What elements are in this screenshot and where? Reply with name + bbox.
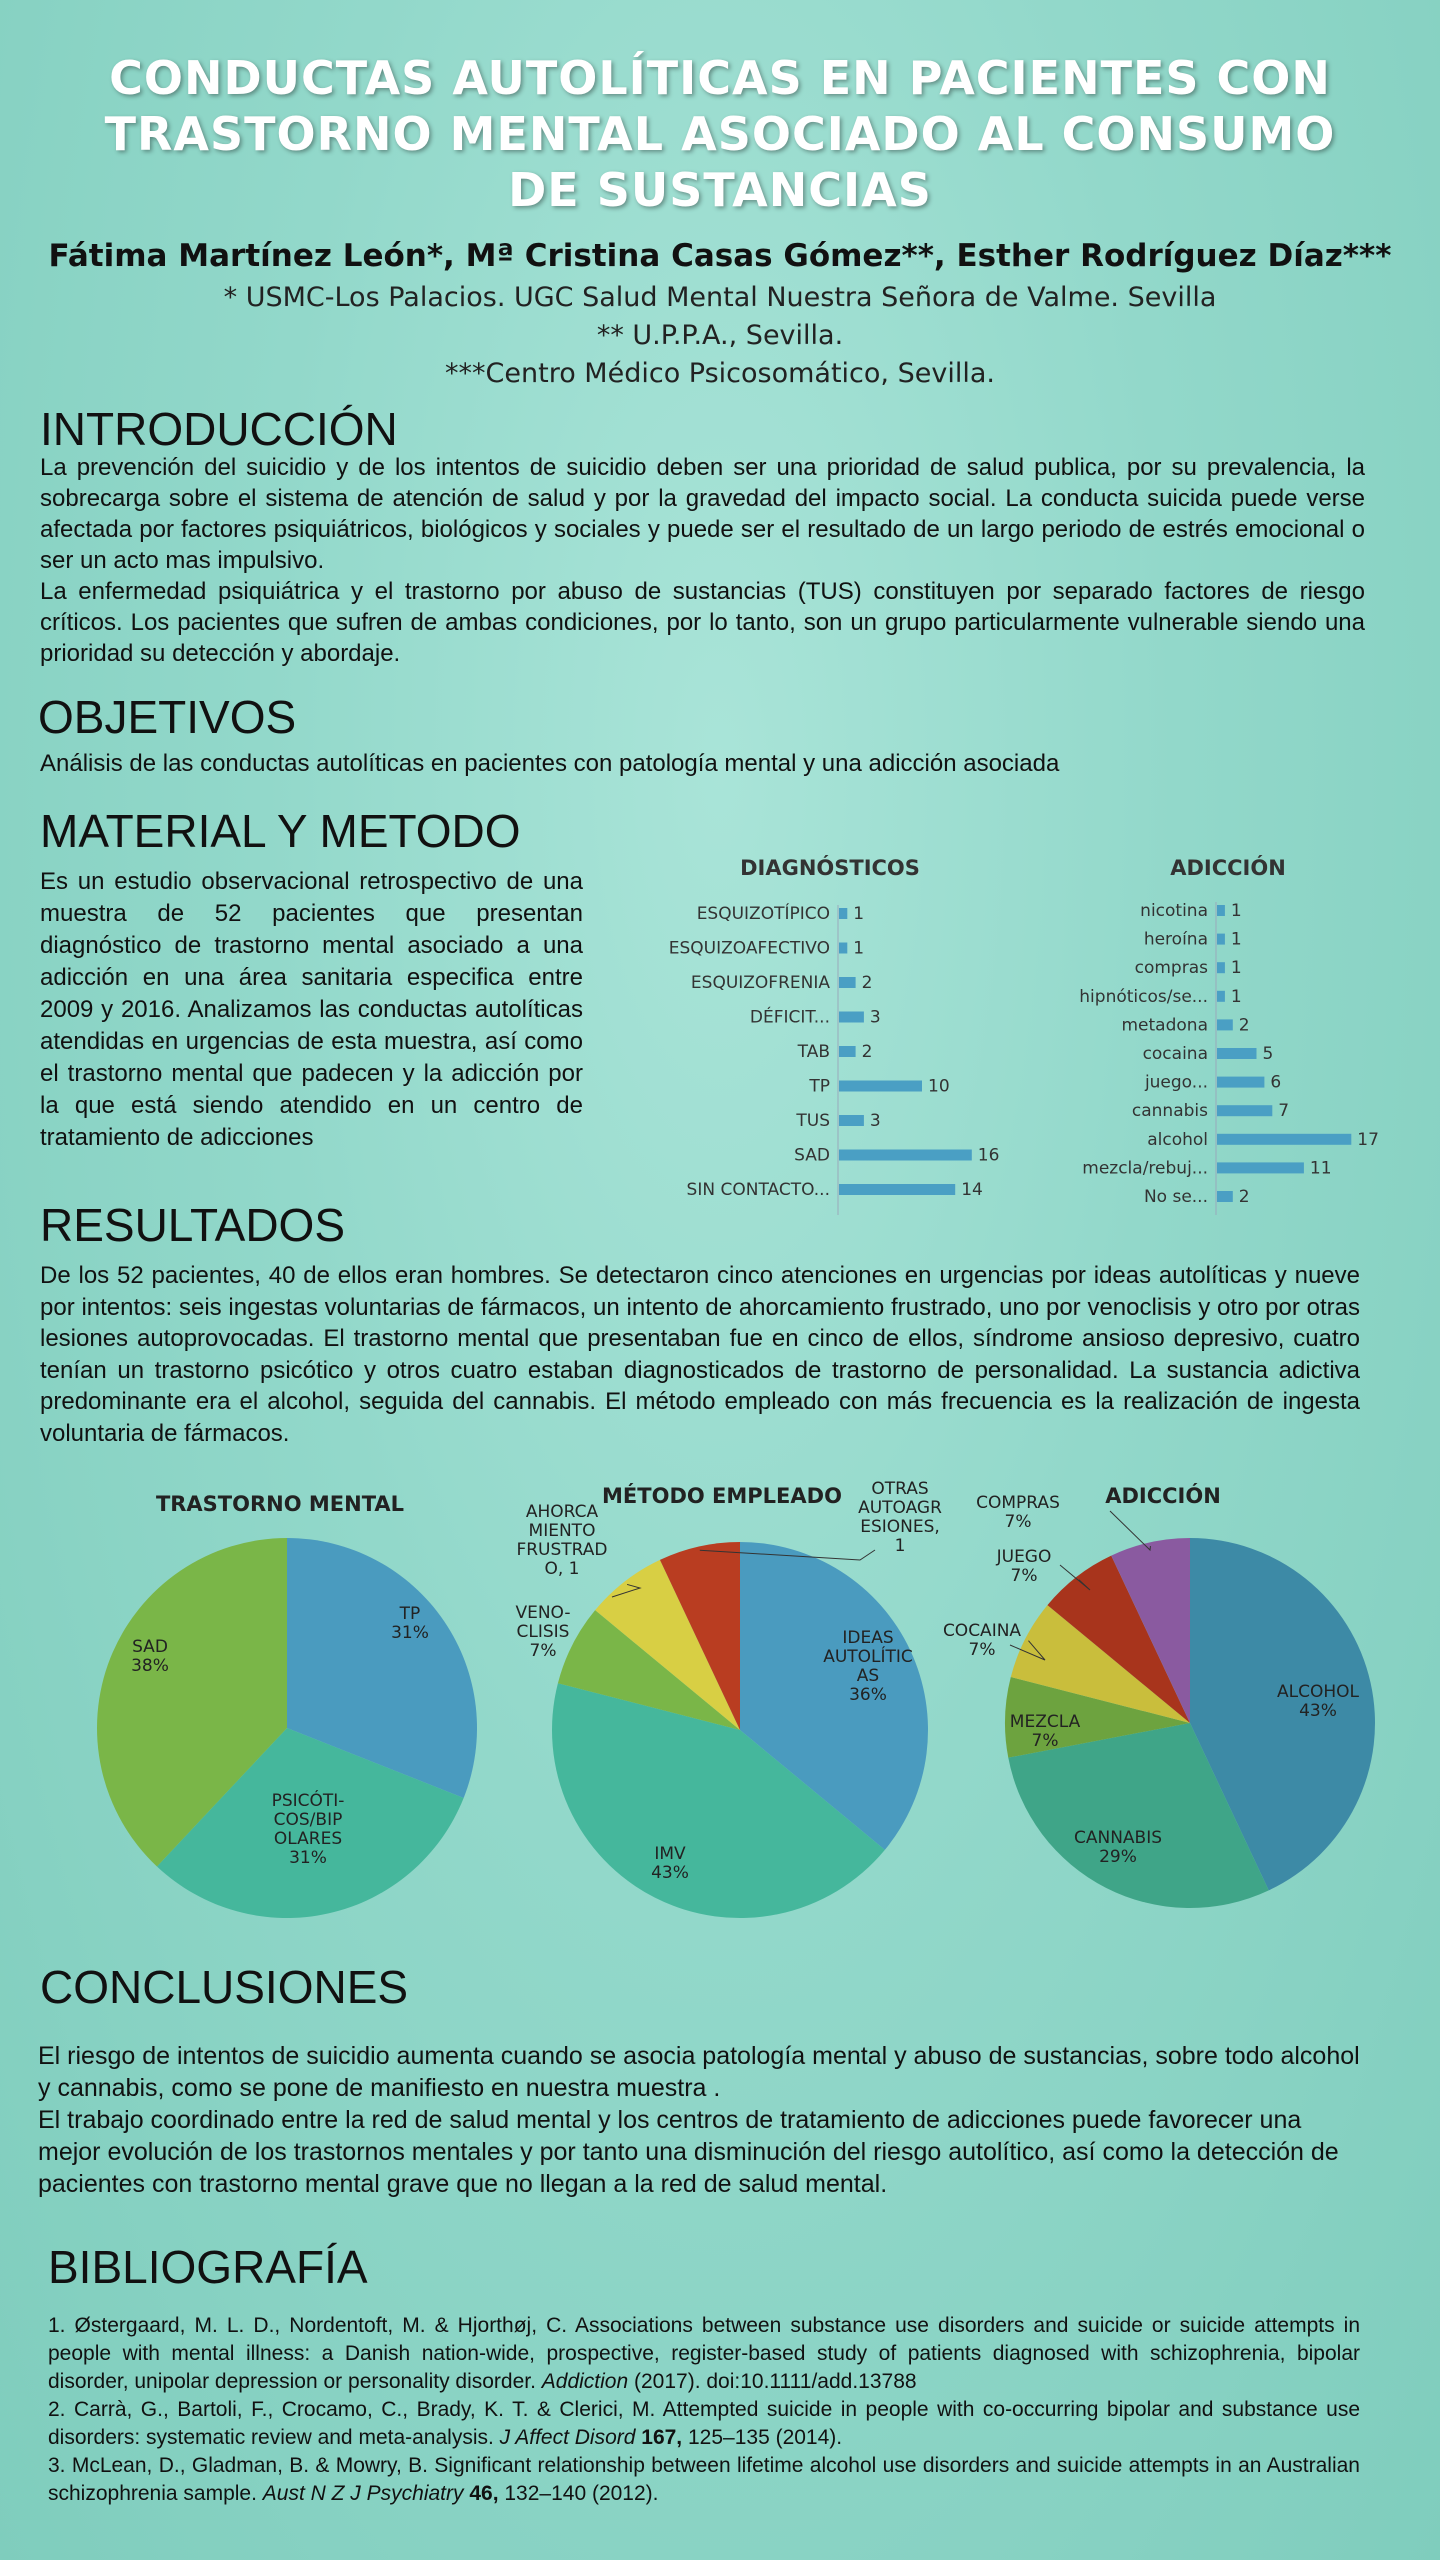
bar — [839, 908, 847, 919]
ref-journal: Addiction — [541, 2370, 629, 2393]
pie-slice-label: OTRAS AUTOAGR ESIONES, 1 — [858, 1479, 942, 1556]
conclusions-paragraph: El trabajo coordinado entre la red de salud mental y los centros de tratamiento de adicciones puede favorecer una mejor evolución de los trastornos mentales y por tanto una disminución del riesgo autolítico, así como la detección de pacientes con trastorno mental grave que no llegan a la red de salud mental. — [38, 2106, 1339, 2198]
bar — [839, 1115, 864, 1126]
section-heading-bibliography: BIBLIOGRAFÍA — [48, 2241, 368, 2293]
poster-title — [40, 50, 1400, 218]
bibliography-list — [48, 2312, 1360, 2508]
conclusions-text — [38, 2040, 1368, 2200]
pie-slice-label: TP 31% — [391, 1604, 429, 1643]
bar-category-label: hipnóticos/se... — [1079, 986, 1208, 1007]
bar — [1217, 1191, 1233, 1202]
bar — [839, 977, 856, 988]
conclusions-paragraph: El riesgo de intentos de suicidio aumenta cuando se asocia patología mental y abuso de sustancias, sobre todo alcohol y cannabis, como se pone de manifiesto en nuestra muestra . — [38, 2042, 1360, 2102]
bar-category-label: cocaina — [1142, 1044, 1208, 1064]
bar-category-label: compras — [1134, 958, 1208, 979]
ref-text: 132–140 (2012). — [498, 2482, 659, 2505]
bar-category-label: heroína — [1143, 929, 1208, 950]
pie-slice-label: CANNABIS 29% — [1073, 1828, 1163, 1867]
bibliography-entry — [48, 2452, 1360, 2508]
bar-value-label: 14 — [961, 1180, 983, 1200]
bar-category-label: ESQUIZOAFECTIVO — [668, 938, 830, 959]
section-heading-intro: INTRODUCCIÓN — [40, 403, 398, 455]
results-text: De los 52 pacientes, 40 de ellos eran hombres. Se detectaron cinco atenciones en urgencias por ideas autolíticas y nueve por intentos: seis ingestas voluntarias de fármacos, un intento de ahorcamiento frustrado, uno por venoclisis y otro por otras lesiones autoprovocadas. El trastorno mental que presentaban fue en cinco de ellos, síndrome ansioso depresivo, cuatro tenían un trastorno psicótico y otros cuatro estaban diagnosticados de trastorno de personalidad. La sustancia adictiva predominante era el alcohol, seguida del cannabis. El método empleado con más frecuencia es la realización de ingesta voluntaria de fármacos. — [40, 1262, 1360, 1447]
ref-journal: J Affect Disord — [499, 2426, 636, 2449]
bar — [839, 1150, 972, 1161]
pie-chart-adiccion — [943, 1493, 1375, 1908]
bar-value-label: 2 — [861, 973, 873, 993]
intro-paragraph: La prevención del suicidio y de los intentos de suicidio deben ser una prioridad de salud publica, por su prevalencia, la sobrecarga sobre el sistema de atención de salud y por la gravedad del impacto social. La conducta suicida puede verse afectada por factores psiquiátricos, biológicos y sociales y puede ser el resultado de un largo periodo de estrés emocional o ser un acto mas impulsivo. — [40, 454, 1365, 574]
bar-value-label: 1 — [1230, 901, 1242, 921]
pie-title-metodo: MÉTODO EMPLEADO — [602, 1484, 842, 1508]
bar — [839, 943, 847, 954]
pie-slice-label: COMPRAS 7% — [976, 1493, 1060, 1532]
bar-value-label: 1 — [853, 938, 865, 959]
pie-slice-label: IDEAS AUTOLÍTIC AS 36% — [823, 1628, 913, 1705]
ref-text: 125–135 (2014). — [682, 2426, 843, 2449]
intro-text — [40, 452, 1365, 669]
bar-category-label: mezcla/rebuj... — [1082, 1158, 1208, 1179]
bar-category-label: nicotina — [1140, 901, 1208, 921]
bar — [1217, 1077, 1264, 1088]
bar-chart-title-diagnosticos: DIAGNÓSTICOS — [740, 856, 920, 880]
title-line: CONDUCTAS AUTOLÍTICAS EN PACIENTES CON — [109, 51, 1331, 105]
bar-category-label: ESQUIZOFRENIA — [690, 973, 830, 993]
bar — [1217, 1105, 1272, 1116]
bar-value-label: 17 — [1357, 1129, 1379, 1150]
bar-value-label: 3 — [869, 1111, 881, 1131]
bibliography-entry — [48, 2396, 1360, 2452]
bar-category-label: TUS — [796, 1111, 830, 1131]
pie-chart-trastorno — [97, 1538, 477, 1918]
affiliation: ** U.P.P.A., Sevilla. — [596, 320, 844, 351]
bar-value-label: 2 — [861, 1042, 873, 1062]
bar-value-label: 11 — [1309, 1158, 1332, 1179]
section-heading-objectives: OBJETIVOS — [38, 691, 297, 743]
bar — [1217, 1134, 1351, 1145]
bar-value-label: 2 — [1238, 1187, 1250, 1207]
bar — [1217, 934, 1225, 945]
bar-value-label: 1 — [1230, 929, 1242, 950]
bar-chart-adiccion — [1079, 901, 1379, 1215]
intro-paragraph: La enfermedad psiquiátrica y el trastorno por abuso de sustancias (TUS) constituyen por separado factores de riesgo críticos. Los pacientes que sufren de ambas condiciones, por lo tanto, son un grupo particularmente vulnerable siendo una prioridad su detección y abordaje. — [40, 578, 1365, 667]
bar-value-label: 10 — [928, 1076, 950, 1097]
section-heading-results: RESULTADOS — [40, 1199, 346, 1251]
bar — [1217, 991, 1225, 1002]
bar-value-label: 16 — [977, 1145, 1000, 1166]
bar-value-label: 1 — [1230, 958, 1242, 979]
bar-category-label: TAB — [797, 1042, 830, 1062]
bar-chart-title-adiccion: ADICCIÓN — [1170, 856, 1286, 880]
bar-category-label: TP — [809, 1076, 830, 1097]
pie-chart-metodo — [515, 1479, 942, 1918]
bar — [839, 1081, 922, 1092]
bar-category-label: metadona — [1121, 1015, 1208, 1036]
pie-charts — [0, 1470, 1440, 1930]
bar — [839, 1012, 864, 1023]
ref-text: 3. McLean, D., Gladman, B. & Mowry, B. Significant relationship between lifetime alcohol use disorders and suicide attempts in an Australian schizophrenia sample. — [48, 2454, 1360, 2505]
title-line: TRASTORNO MENTAL ASOCIADO AL CONSUMO — [104, 107, 1336, 161]
pie-slice-label: COCAINA 7% — [942, 1621, 1022, 1660]
bar-category-label: cannabis — [1131, 1101, 1208, 1122]
bar-category-label: No se... — [1143, 1187, 1208, 1207]
ref-text: 2. Carrà, G., Bartoli, F., Crocamo, C., Brady, K. T. & Clerici, M. Attempted suicide in people with co-occurring bipolar and substance use disorders: systematic review and meta-analysis. — [48, 2398, 1360, 2449]
section-heading-methods: MATERIAL Y METODO — [40, 805, 521, 857]
section-heading-conclusions: CONCLUSIONES — [40, 1961, 409, 2013]
bar — [839, 1184, 955, 1195]
bar-category-label: SAD — [794, 1145, 830, 1166]
bar-value-label: 5 — [1262, 1044, 1274, 1064]
pie-slice-label: IMV 43% — [651, 1844, 689, 1883]
ref-journal: Aust N Z J Psychiatry — [262, 2482, 464, 2505]
bar-value-label: 1 — [1230, 986, 1242, 1007]
bar-category-label: alcohol — [1147, 1129, 1208, 1150]
ref-text: (2017). doi:10.1111/add.13788 — [628, 2370, 917, 2393]
affiliation: * USMC-Los Palacios. UGC Salud Mental Nuestra Señora de Valme. Sevilla — [223, 282, 1217, 313]
bibliography-entry — [48, 2312, 1360, 2396]
bar-value-label: 3 — [869, 1007, 881, 1028]
title-line: DE SUSTANCIAS — [508, 163, 932, 217]
ref-text: 1. Østergaard, M. L. D., Nordentoft, M. & Hjorthøj, C. Associations between substance use disorders and suicide or suicide attempts in people with mental illness: a Danish nation-wide, prospective, register-based study of patients diagnosed with schizophrenia, bipolar disorder, unipolar depression or personality disorder. — [48, 2314, 1360, 2393]
objectives-text: Análisis de las conductas autolíticas en pacientes con patología mental y una adicción asociada — [40, 750, 1060, 777]
ref-volume: 167, — [635, 2426, 683, 2449]
bar-chart-diagnosticos — [669, 902, 1000, 1215]
bar — [839, 1046, 856, 1057]
pie-title-trastorno: TRASTORNO MENTAL — [155, 1492, 405, 1516]
bar-category-label: ESQUIZOTÍPICO — [696, 904, 830, 924]
bar — [1217, 1162, 1304, 1173]
bar-charts — [630, 845, 1420, 1215]
bar-category-label: SIN CONTACTO... — [686, 1180, 830, 1200]
bar-value-label: 6 — [1270, 1072, 1282, 1093]
bar — [1217, 1048, 1257, 1059]
pie-slice-label: ALCOHOL 43% — [1277, 1682, 1359, 1721]
bar-value-label: 1 — [853, 904, 865, 924]
bar — [1217, 905, 1225, 916]
authors: Fátima Martínez León*, Mª Cristina Casas Gómez**, Esther Rodríguez Díaz*** — [48, 238, 1392, 274]
bar-category-label: DÉFICIT... — [749, 1007, 830, 1028]
bar — [1217, 962, 1225, 973]
pie-slice-label: SAD 38% — [131, 1637, 169, 1676]
ref-volume: 46, — [463, 2482, 499, 2505]
pie-slice-label: PSICÓTI-COS/BIP OLARES 31% — [271, 1791, 345, 1868]
bar — [1217, 1019, 1233, 1030]
bar-value-label: 7 — [1278, 1101, 1290, 1122]
pie-slice-label: AHORCA MIENTO FRUSTRAD O, 1 — [516, 1502, 608, 1579]
methods-text: Es un estudio observacional retrospectivo de una muestra de 52 pacientes que presentan diagnóstico de trastorno mental asociado a una adicción en una área sanitaria especifica entre 2009 y 2016. Analizamos las conductas autolíticas atendidas en urgencias de esta muestra, así como el trastorno mental que padecen y la adicción por la que está siendo atendido en un centro de tratamiento de adicciones — [40, 868, 583, 1151]
pie-slice-label: JUEGO 7% — [996, 1547, 1052, 1586]
pie-title-adiccion: ADICCIÓN — [1105, 1484, 1221, 1508]
pie-slice-label: MEZCLA 7% — [1009, 1712, 1081, 1751]
bar-category-label: juego... — [1144, 1072, 1208, 1093]
affiliation: ***Centro Médico Psicosomático, Sevilla. — [445, 358, 995, 389]
bar-value-label: 2 — [1238, 1015, 1250, 1036]
pie-slice-label: VENO-CLISIS 7% — [515, 1603, 571, 1661]
pie-leader-line — [1110, 1511, 1150, 1550]
